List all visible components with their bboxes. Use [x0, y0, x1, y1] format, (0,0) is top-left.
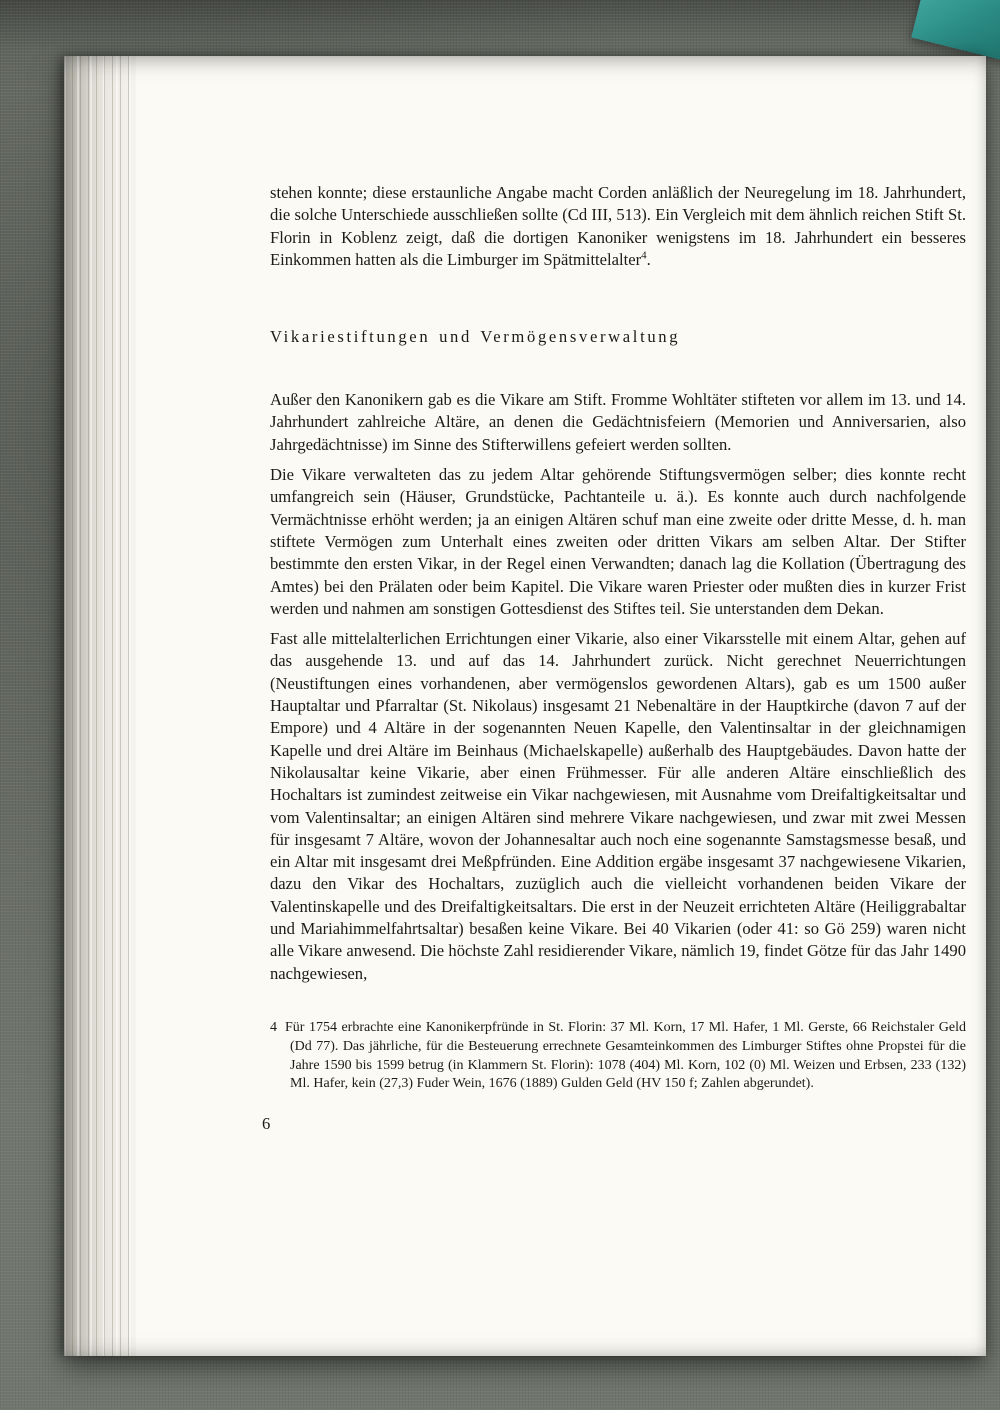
continuation-text-end: .	[646, 249, 651, 269]
footnote-marker: 4	[270, 1019, 277, 1035]
page-content	[262, 182, 966, 1134]
book-page	[64, 56, 986, 1356]
body-paragraph-1: Außer den Kanonikern gab es die Vikare am Stift. Fromme Wohltäter stifteten vor allem im 13. und 14. Jahrhundert zahlreiche Altäre, an denen die Gedächtnisfeiern (Memorien und Anniversarien, also Jahrgedächtnisse) im Sinne des Stifterwillens gefeiert werden sollten.	[270, 390, 966, 454]
page-stack-edge	[64, 56, 136, 1356]
continuation-text: stehen konnte; diese erstaunliche Angabe macht Corden anläßlich der Neuregelung im 18. Jahrhundert, die solche Unterschiede ausschließen sollte (Cd III, 513). Ein Vergleich mit dem ähnlich reichen Stift St. Florin in Koblenz zeigt, daß die dortigen Kanoniker wenigstens im 18. Jahrhundert ein besseres Einkommen hatten als die Limburger im Spätmittelalter	[270, 183, 966, 269]
continuation-paragraph	[270, 182, 966, 271]
page-number: 6	[262, 1114, 271, 1134]
body-paragraph-3: Fast alle mittelalterlichen Errichtungen einer Vikarie, also einer Vikarsstelle mit einem Altar, gehen auf das ausgehende 13. und auf das 14. Jahrhundert zurück. Nicht gerechnet Neuerrichtungen (Neustiftungen eines vorhandenen, aber vermögenslos gewordenen Altars), gab es um 1500 außer Hauptaltar und Pfarraltar (St. Nikolaus) insgesamt 21 Nebenaltäre in der Hauptkirche (davon 7 auf der Empore) und 4 Altäre in der sogenannten Neuen Kapelle, den Valentinsaltar in der gleichnamigen Kapelle und drei Altäre im Beinhaus (Michaelskapelle) außerhalb des Hauptgebäudes. Davon hatte der Nikolausaltar keine Vikarie, aber einen Frühmesser. Für alle anderen Altäre einschließlich des Hochaltars ist zumindest zeitweise ein Vikar nachgewiesen, mit Ausnahme vom Dreifaltigkeitsaltar und vom Valentinsaltar; an einigen Altären sind mehrere Vikare nachgewiesen, und zwar mit zwei Messen für insgesamt 7 Altäre, wovon der Johannesaltar auch noch eine sogenannte Samstagsmesse besaß, und ein Altar mit insgesamt drei Meßpfründen. Eine Addition ergäbe insgesamt 37 nachgewiesene Vikarien, dazu den Vikar des Hochaltars, zuzüglich auch die vielleicht vorhandenen beiden Vikare der Valentinskapelle und des Dreifaltigkeitsaltars. Die erst in der Neuzeit errichteten Altäre (Heiliggrabaltar und Mariahimmelfahrtsaltar) besaßen keine Vikare. Bei 40 Vikarien (oder 41: so Gö 259) waren nicht alle Vikare anwesend. Die höchste Zahl residierender Vikare, nämlich 19, findet Götze für das Jahr 1490 nachgewiesen,	[270, 629, 966, 983]
footnote-reference: 4	[641, 249, 647, 262]
section-heading: Vikariestiftungen und Vermögensverwaltung	[270, 327, 681, 347]
footnote-text: Für 1754 erbrachte eine Kanonikerpfründe in St. Florin: 37 Ml. Korn, 17 Ml. Hafer, 1 Ml. Gerste, 66 Reichstaler Geld (Dd 77). Das jährliche, für die Besteuerung errechnete Gesamteinkommen des Limburger Stiftes ohne Propstei für die Jahre 1590 bis 1599 betrug (in Klammern St. Florin): 1078 (404) Ml. Korn, 102 (0) Ml. Weizen und Erbsen, 233 (132) Ml. Hafer, kein (27,3) Fuder Wein, 1676 (1889) Gulden Geld (HV 150 f; Zahlen abgerundet).	[285, 1019, 966, 1092]
body-paragraph-2: Die Vikare verwalteten das zu jedem Altar gehörende Stiftungsvermögen selber; dies konnte recht umfangreich sein (Häuser, Grundstücke, Pachtanteile u. ä.). Es konnte auch durch nachfolgende Vermächtnisse erhöht werden; ja an einigen Altären schuf man eine zweite oder dritte Messe, d. h. man stiftete Vermögen zum Unterhalt eines zweiten oder dritten Vikars am selben Altar. Der Stifter bestimmte den ersten Vikar, in der Regel einen Verwandten; danach lag die Kollation (Übertragung des Amtes) bei den Prälaten oder beim Kapitel. Die Vikare waren Priester oder mußten dies in kurzer Frist werden und nahmen am sonstigen Gottesdienst des Stiftes teil. Sie unterstanden dem Dekan.	[270, 465, 966, 618]
footnote	[270, 1019, 966, 1094]
